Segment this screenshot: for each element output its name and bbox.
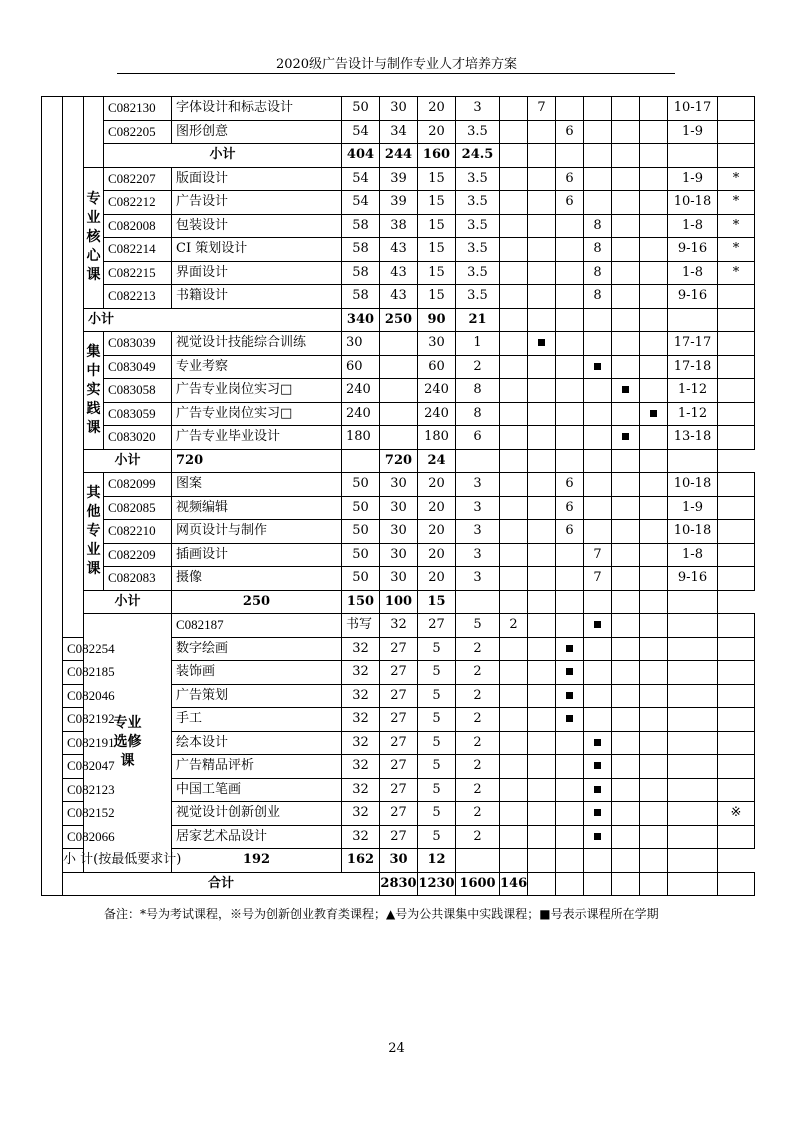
subtotal-total: 192: [172, 849, 342, 873]
total-hours: 240: [342, 379, 380, 403]
semester-hours: 8: [584, 261, 612, 285]
semester-hours: 8: [584, 238, 612, 262]
table-row: [42, 238, 755, 262]
course-name: 广告专业毕业设计: [172, 426, 342, 450]
table-row: [42, 355, 755, 379]
semester-marker: [556, 708, 584, 732]
total-hours: 50: [342, 520, 380, 544]
theory-hours: 27: [380, 778, 418, 802]
course-code: C082205: [104, 120, 172, 144]
total-hours: 32: [342, 637, 380, 661]
weeks: 1-9: [668, 120, 718, 144]
course-name: 手工: [172, 708, 342, 732]
practice-hours: 5: [418, 755, 456, 779]
subtotal-total: 340: [342, 308, 380, 332]
course-name: 视觉设计技能综合训练: [172, 332, 342, 356]
theory-hours: 27: [380, 825, 418, 849]
course-name: 界面设计: [172, 261, 342, 285]
subtotal-practice: 30: [380, 849, 418, 873]
table-row: [42, 614, 755, 638]
weeks: 17-17: [668, 332, 718, 356]
outer-category-cell: [42, 97, 63, 896]
semester-marker: [584, 755, 612, 779]
course-code: C082212: [104, 191, 172, 215]
subtotal-total: 250: [172, 590, 342, 614]
course-code: C082214: [104, 238, 172, 262]
table-row: [42, 97, 755, 121]
course-code: C082191: [63, 731, 84, 755]
total-hours: 32: [342, 708, 380, 732]
theory-hours: 27: [380, 755, 418, 779]
course-code: C082123: [63, 778, 84, 802]
credits: 3: [456, 473, 500, 497]
credits: 1: [456, 332, 500, 356]
exam-mark: *: [718, 191, 755, 215]
credits: 3.5: [456, 238, 500, 262]
group-label-cell: [84, 97, 104, 168]
subtotal-row: [42, 308, 755, 332]
course-name: 字体设计和标志设计: [172, 97, 342, 121]
credits: 3: [456, 520, 500, 544]
subtotal-row: [42, 590, 755, 614]
semester-marker: [584, 778, 612, 802]
total-hours: 58: [342, 261, 380, 285]
course-name: 专业考察: [172, 355, 342, 379]
semester-marker: [640, 402, 668, 426]
total-hours: 58: [342, 285, 380, 309]
practice-hours: 15: [418, 167, 456, 191]
total-hours: 32: [342, 661, 380, 685]
weeks: 17-18: [668, 355, 718, 379]
practice-hours: 20: [418, 520, 456, 544]
practice-hours: 5: [418, 708, 456, 732]
practice-hours: 5: [418, 731, 456, 755]
theory-hours: 27: [380, 637, 418, 661]
practice-hours: 20: [418, 496, 456, 520]
practice-hours: 5: [418, 802, 456, 826]
semester-marker: [584, 802, 612, 826]
table-row: [42, 543, 755, 567]
practice-hours: 5: [418, 825, 456, 849]
course-name: 网页设计与制作: [172, 520, 342, 544]
semester-marker: [528, 332, 556, 356]
core-group-label: 专 业 核 心 课: [84, 167, 104, 308]
practice-hours: 5: [456, 614, 500, 638]
course-name: 数字绘画: [172, 637, 342, 661]
theory-hours: 27: [380, 708, 418, 732]
semester-marker: [556, 684, 584, 708]
elective-group-label: 专业 选修 课: [84, 614, 172, 873]
total-hours: 32: [342, 684, 380, 708]
subtotal-total: 404: [342, 144, 380, 168]
total-hours: 60: [342, 355, 380, 379]
total-hours: 32: [342, 802, 380, 826]
subtotal-label: 小计: [84, 308, 342, 332]
practice-hours: 15: [418, 261, 456, 285]
subtotal-practice: 100: [380, 590, 418, 614]
course-code: C082254: [63, 637, 84, 661]
practice-hours: 30: [418, 332, 456, 356]
practice-hours: 15: [418, 214, 456, 238]
subtotal-credit: 21: [456, 308, 500, 332]
course-code: C083049: [104, 355, 172, 379]
semester-marker: [612, 426, 640, 450]
total-hours: 54: [342, 191, 380, 215]
credits: 2: [456, 661, 500, 685]
weeks: 9-16: [668, 285, 718, 309]
practice-hours: 60: [418, 355, 456, 379]
course-name: 视频编辑: [172, 496, 342, 520]
credits: 2: [456, 355, 500, 379]
practice-group-label: 集 中 实 践 课: [84, 332, 104, 450]
course-code: C082083: [104, 567, 172, 591]
subtotal-credit: 15: [418, 590, 456, 614]
semester-marker: [556, 661, 584, 685]
total-hours: 32: [342, 755, 380, 779]
subtotal-label: 小计: [84, 590, 172, 614]
weeks: 13-18: [668, 426, 718, 450]
course-name: 书写: [342, 614, 380, 638]
theory-hours: 38: [380, 214, 418, 238]
practice-hours: 20: [418, 543, 456, 567]
semester-marker: [584, 614, 612, 638]
table-row: [42, 167, 755, 191]
page-number: 24: [388, 1041, 405, 1056]
credits: 2: [500, 614, 528, 638]
table-row: [42, 473, 755, 497]
weeks: 1-8: [668, 261, 718, 285]
credits: 2: [456, 802, 500, 826]
theory-hours: 34: [380, 120, 418, 144]
total-hours: 50: [342, 97, 380, 121]
semester-hours: 6: [556, 473, 584, 497]
credits: 2: [456, 731, 500, 755]
theory-hours: 30: [380, 496, 418, 520]
total-hours: 32: [342, 778, 380, 802]
theory-hours: 39: [380, 167, 418, 191]
weeks: 10-18: [668, 473, 718, 497]
credits: 3.5: [456, 120, 500, 144]
credits: 3: [456, 496, 500, 520]
practice-hours: 180: [418, 426, 456, 450]
course-mark: ※: [718, 802, 755, 826]
header-rule: [117, 73, 675, 74]
credits: 6: [456, 426, 500, 450]
grand-total-practice: 1600: [456, 872, 500, 896]
theory-hours: 39: [380, 191, 418, 215]
table-row: [42, 191, 755, 215]
sub-category-cell: [63, 97, 84, 638]
semester-hours: 7: [584, 567, 612, 591]
course-name: 插画设计: [172, 543, 342, 567]
other-group-label: 其 他 专 业 课: [84, 473, 104, 591]
course-name: 广告设计: [172, 191, 342, 215]
subtotal-practice: 90: [418, 308, 456, 332]
course-mark: [718, 708, 755, 732]
subtotal-theory: 150: [342, 590, 380, 614]
credits: 2: [456, 708, 500, 732]
course-mark: [718, 637, 755, 661]
table-row: [42, 285, 755, 309]
table-row: [42, 379, 755, 403]
exam-mark: *: [718, 214, 755, 238]
footnote: 备注：*号为考试课程，※号为创新创业教育类课程；▲号为公共课集中实践课程；■号表示课程所在学期: [104, 907, 659, 921]
theory-hours: 27: [380, 731, 418, 755]
total-hours: 50: [342, 567, 380, 591]
course-name: CI 策划设计: [172, 238, 342, 262]
credits: 2: [456, 755, 500, 779]
course-mark: [718, 755, 755, 779]
weeks: 9-16: [668, 238, 718, 262]
course-code: C082213: [104, 285, 172, 309]
grand-total-row: [42, 872, 755, 896]
course-code: C082207: [104, 167, 172, 191]
weeks: 10-17: [668, 97, 718, 121]
credits: 8: [456, 402, 500, 426]
course-code: C082099: [104, 473, 172, 497]
course-name: 中国工笔画: [172, 778, 342, 802]
course-code: C082085: [104, 496, 172, 520]
total-hours: 58: [342, 238, 380, 262]
semester-marker: [584, 355, 612, 379]
theory-hours: 30: [380, 520, 418, 544]
practice-hours: 5: [418, 778, 456, 802]
weeks: 1-9: [668, 496, 718, 520]
subtotal-practice: 160: [418, 144, 456, 168]
table-row: [42, 261, 755, 285]
semester-marker: [584, 731, 612, 755]
theory-hours: 30: [380, 473, 418, 497]
course-name: 广告专业岗位实习□: [172, 402, 342, 426]
semester-hours: 8: [584, 214, 612, 238]
table-row: [42, 426, 755, 450]
total-hours: 50: [342, 496, 380, 520]
semester-hours: 6: [556, 120, 584, 144]
semester-hours: 6: [556, 191, 584, 215]
credits: 3: [456, 567, 500, 591]
course-name: 图形创意: [172, 120, 342, 144]
credits: 2: [456, 825, 500, 849]
practice-hours: 15: [418, 285, 456, 309]
course-name: 绘本设计: [172, 731, 342, 755]
practice-hours: 5: [418, 684, 456, 708]
semester-hours: 8: [584, 285, 612, 309]
course-name: 图案: [172, 473, 342, 497]
exam-mark: [718, 285, 755, 309]
semester-marker: [584, 825, 612, 849]
subtotal-label: 小 计(按最低要求计): [63, 849, 104, 873]
practice-hours: 5: [418, 637, 456, 661]
course-name: 视觉设计创新创业: [172, 802, 342, 826]
total-hours: 54: [342, 120, 380, 144]
total-hours: 50: [342, 543, 380, 567]
theory-hours: 30: [380, 97, 418, 121]
theory-hours: 30: [380, 543, 418, 567]
course-code: C082008: [104, 214, 172, 238]
subtotal-credit: 12: [418, 849, 456, 873]
course-name: 书籍设计: [172, 285, 342, 309]
weeks: 10-18: [668, 191, 718, 215]
subtotal-label: 小计: [84, 449, 172, 473]
practice-hours: 15: [418, 238, 456, 262]
course-mark: [718, 661, 755, 685]
credits: 8: [456, 379, 500, 403]
credits: 3.5: [456, 167, 500, 191]
total-hours: 32: [380, 614, 418, 638]
practice-hours: 15: [418, 191, 456, 215]
weeks: 1-12: [668, 379, 718, 403]
subtotal-row: [42, 449, 755, 473]
credits: 3.5: [456, 191, 500, 215]
total-hours: 32: [342, 731, 380, 755]
course-code: C083039: [104, 332, 172, 356]
theory-hours: 43: [380, 285, 418, 309]
subtotal-credit: 24.5: [456, 144, 500, 168]
practice-hours: 240: [418, 402, 456, 426]
weeks: 1-8: [668, 543, 718, 567]
course-code: C082046: [63, 684, 84, 708]
total-hours: 180: [342, 426, 380, 450]
table-row: [42, 520, 755, 544]
course-name: 包装设计: [172, 214, 342, 238]
grand-total-label: 合计: [63, 872, 380, 896]
course-mark: [718, 731, 755, 755]
course-name: 广告策划: [172, 684, 342, 708]
total-hours: 240: [342, 402, 380, 426]
semester-hours: 6: [556, 167, 584, 191]
credits: 3.5: [456, 214, 500, 238]
page-header-title: 2020级广告设计与制作专业人才培养方案: [275, 57, 518, 72]
theory-hours: 43: [380, 238, 418, 262]
weeks: 1-12: [668, 402, 718, 426]
practice-hours: 240: [418, 379, 456, 403]
course-code: C082047: [63, 755, 84, 779]
weeks: 9-16: [668, 567, 718, 591]
course-code: C082066: [63, 825, 84, 849]
course-code: C082185: [63, 661, 84, 685]
subtotal-practice: 720: [380, 449, 418, 473]
course-code: C083059: [104, 402, 172, 426]
exam-mark: *: [718, 261, 755, 285]
practice-hours: 20: [418, 567, 456, 591]
subtotal-row: [42, 144, 755, 168]
weeks: 1-9: [668, 167, 718, 191]
course-code: C082209: [104, 543, 172, 567]
exam-mark: *: [718, 167, 755, 191]
course-code: C082130: [104, 97, 172, 121]
curriculum-table: [41, 96, 755, 896]
subtotal-theory: 162: [342, 849, 380, 873]
theory-hours: 27: [380, 661, 418, 685]
theory-hours: 30: [380, 567, 418, 591]
exam-mark: *: [718, 238, 755, 262]
course-name: 居家艺术品设计: [172, 825, 342, 849]
course-code: C082215: [104, 261, 172, 285]
subtotal-total: 720: [172, 449, 342, 473]
course-code: C083058: [104, 379, 172, 403]
course-name: 广告专业岗位实习□: [172, 379, 342, 403]
theory-hours: 27: [380, 684, 418, 708]
course-name: 装饰画: [172, 661, 342, 685]
course-mark: [718, 825, 755, 849]
credits: 2: [456, 684, 500, 708]
subtotal-label: 小计: [104, 144, 342, 168]
course-name: 版面设计: [172, 167, 342, 191]
practice-hours: 20: [418, 473, 456, 497]
theory-hours: 27: [380, 802, 418, 826]
course-code: C082152: [63, 802, 84, 826]
grand-total-theory: 1230: [418, 872, 456, 896]
table-row: [42, 120, 755, 144]
course-code: C082210: [104, 520, 172, 544]
course-code: C082192: [63, 708, 84, 732]
practice-hours: 20: [418, 120, 456, 144]
grand-total-hours: 2830: [380, 872, 418, 896]
theory-hours: 27: [418, 614, 456, 638]
semester-hours: 7: [528, 97, 556, 121]
table-row: [42, 332, 755, 356]
course-code: C082187: [172, 614, 342, 638]
course-name: 广告精品评析: [172, 755, 342, 779]
course-name: 摄像: [172, 567, 342, 591]
course-mark: [718, 778, 755, 802]
credits: 3: [456, 97, 500, 121]
course-mark: [718, 684, 755, 708]
total-hours: 50: [342, 473, 380, 497]
subtotal-theory: 250: [380, 308, 418, 332]
practice-hours: 20: [418, 97, 456, 121]
total-hours: 58: [342, 214, 380, 238]
credits: 3: [456, 543, 500, 567]
table-row: [42, 214, 755, 238]
credits: 3.5: [456, 285, 500, 309]
table-row: [42, 567, 755, 591]
subtotal-credit: 24: [418, 449, 456, 473]
credits: 2: [456, 778, 500, 802]
subtotal-theory: 244: [380, 144, 418, 168]
semester-marker: [556, 637, 584, 661]
total-hours: 54: [342, 167, 380, 191]
credits: 3.5: [456, 261, 500, 285]
table-row: [42, 402, 755, 426]
grand-total-credit: 146: [500, 872, 528, 896]
total-hours: 32: [342, 825, 380, 849]
table-row: [42, 496, 755, 520]
semester-hours: 6: [556, 520, 584, 544]
weeks: 10-18: [668, 520, 718, 544]
semester-marker: [612, 379, 640, 403]
course-code: C083020: [104, 426, 172, 450]
semester-hours: 7: [584, 543, 612, 567]
theory-hours: 43: [380, 261, 418, 285]
practice-hours: 5: [418, 661, 456, 685]
credits: 2: [456, 637, 500, 661]
weeks: 1-8: [668, 214, 718, 238]
total-hours: 30: [342, 332, 380, 356]
semester-hours: 6: [556, 496, 584, 520]
